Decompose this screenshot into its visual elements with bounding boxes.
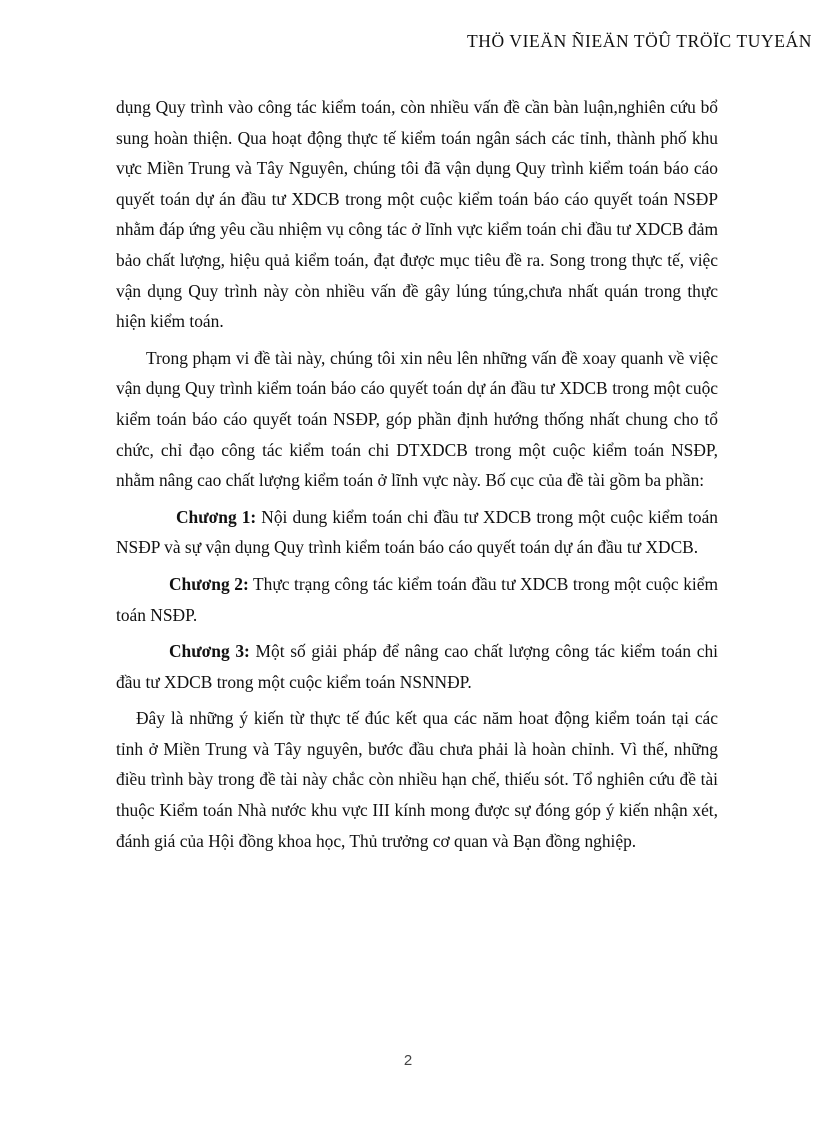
paragraph-scope: Trong phạm vi đề tài này, chúng tôi xin nêu lên những vấn đề xoay quanh về việc vận dụng Quy trình kiểm toán báo cáo quyết toán dự án đầu tư XDCB trong một cuộc kiểm toán báo cáo quyết toán NSĐP, góp phần định hướng thống nhất chung cho tổ chức, chỉ đạo công tác kiểm toán chi DTXDCB trong một cuộc kiểm toán NSĐP, nhằm nâng cao chất lượng kiểm toán ở lĩnh vực này. Bố cục của đề tài gồm ba phần:: [116, 347, 718, 491]
chapter-2-label: Chương 2:: [169, 573, 249, 594]
chapter-1-item: [116, 502, 718, 563]
chapter-3-item: [116, 636, 718, 697]
chapter-3-text: Một số giải pháp để nâng cao chất lượng công tác kiểm toán chi đầu tư XDCB trong một cuộc kiểm toán NSNNĐP.: [116, 641, 718, 692]
chapter-2-text: Thực trạng công tác kiểm toán đầu tư XDCB trong một cuộc kiểm toán NSĐP.: [116, 573, 718, 625]
page-number: 2: [403, 1052, 413, 1069]
chapter-1-text: Nội dung kiểm toán chi đầu tư XDCB trong một cuộc kiểm toán NSĐP và sự vận dụng Quy trình kiểm toán báo cáo quyết toán dự án đầu tư XDCB.: [116, 506, 718, 558]
chapter-1-label: Chương 1:: [176, 506, 257, 527]
paragraph-intro-continued: dụng Quy trình vào công tác kiểm toán, còn nhiều vấn đề cần bàn luận,nghiên cứu bổ sung hoàn thiện. Qua hoạt động thực tế kiểm toán ngân sách các tỉnh, thành phố khu vực Miền Trung và Tây Nguyên, chúng tôi đã vận dụng Quy trình kiểm toán báo cáo quyết toán dự án đầu tư XDCB trong một cuộc kiểm toán báo cáo quyết toán NSĐP nhằm đáp ứng yêu cầu nhiệm vụ công tác ở lĩnh vực kiểm toán chi đầu tư XDCB đảm bảo chất lượng, hiệu quả kiểm toán, đạt được mục tiêu đề ra. Song trong thực tế, việc vận dụng Quy trình này còn nhiều vấn đề gây lúng túng,chưa nhất quán trong thực hiện kiểm toán.: [116, 97, 718, 332]
page-header: THÖ VIEÄN ÑIEÄN TÖÛ TRÖÏC TUYEÁN: [466, 31, 812, 51]
chapter-2-item: [116, 569, 718, 630]
paragraph-closing: Đây là những ý kiến từ thực tế đúc kết qua các năm hoat động kiểm toán tại các tỉnh ở Miền Trung và Tây nguyên, bước đầu chưa phải là hoàn chỉnh. Vì thế, những điều trình bày trong đề tài này chắc còn nhiều hạn chế, thiếu sót. Tổ nghiên cứu đề tài thuộc Kiểm toán Nhà nước khu vực III kính mong được sự đóng góp ý kiến nhận xét, đánh giá của Hội đồng khoa học, Thủ trưởng cơ quan và Bạn đồng nghiệp.: [116, 708, 718, 851]
document-body: [116, 92, 718, 862]
chapter-3-label: Chương 3:: [169, 641, 250, 662]
